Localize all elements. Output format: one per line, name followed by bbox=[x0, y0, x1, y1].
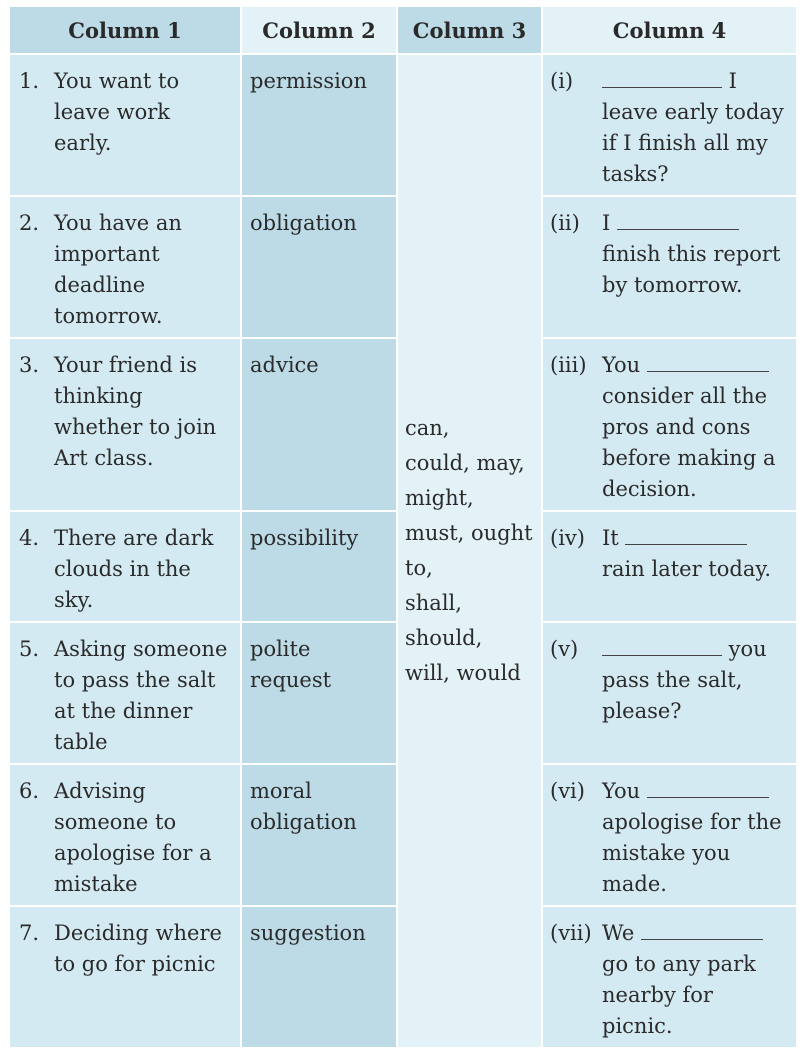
sentence-after: consider all the pros and cons before making a decision. bbox=[602, 384, 776, 501]
row-number: 7. bbox=[19, 921, 40, 945]
purpose-cell: advice bbox=[241, 338, 397, 511]
sentence-after: finish this report by tomorrow. bbox=[602, 242, 781, 297]
situation-text: Deciding where to go for picnic bbox=[54, 921, 222, 976]
sentence-after: I leave early today if I finish all my tasks? bbox=[602, 69, 784, 186]
sentence-before: You bbox=[602, 779, 647, 803]
situation-cell bbox=[9, 196, 241, 338]
modal-word: will, would bbox=[405, 661, 521, 685]
row-number: 4. bbox=[19, 526, 40, 550]
situation-cell bbox=[9, 906, 241, 1048]
sentence-before: We bbox=[602, 921, 641, 945]
modal-word: might, bbox=[405, 486, 474, 510]
header-row bbox=[9, 6, 797, 54]
row-number: 3. bbox=[19, 353, 40, 377]
modal-word: must, ought bbox=[405, 521, 533, 545]
answer-blank[interactable] bbox=[647, 352, 769, 372]
answer-blank[interactable] bbox=[602, 68, 722, 88]
situation-text: You have an important deadline tomorrow. bbox=[54, 211, 182, 328]
situation-text: You want to leave work early. bbox=[54, 69, 180, 155]
modal-word: to, bbox=[405, 556, 433, 580]
purpose-cell: polite request bbox=[241, 622, 397, 764]
column-1-header: Column 1 bbox=[9, 6, 241, 54]
roman-numeral: (i) bbox=[550, 69, 574, 93]
sentence-cell bbox=[542, 764, 797, 906]
purpose-cell: obligation bbox=[241, 196, 397, 338]
roman-numeral: (iii) bbox=[550, 353, 587, 377]
situation-cell bbox=[9, 54, 241, 196]
column-4-header: Column 4 bbox=[542, 6, 797, 54]
sentence-cell bbox=[542, 622, 797, 764]
answer-blank[interactable] bbox=[602, 636, 722, 656]
answer-blank[interactable] bbox=[617, 210, 739, 230]
situation-cell bbox=[9, 338, 241, 511]
sentence-after: apologise for the mistake you made. bbox=[602, 810, 782, 896]
roman-numeral: (ii) bbox=[550, 211, 580, 235]
modal-verbs-table bbox=[8, 5, 798, 1049]
purpose-cell: moral obligation bbox=[241, 764, 397, 906]
modal-word: should, bbox=[405, 626, 483, 650]
sentence-after: you pass the salt, please? bbox=[602, 637, 767, 723]
situation-text: Asking someone to pass the salt at the dinner table bbox=[54, 637, 228, 754]
modal-word: shall, bbox=[405, 591, 462, 615]
modal-word: can, bbox=[405, 416, 450, 440]
situation-text: Advising someone to apologise for a mistake bbox=[54, 779, 212, 896]
purpose-cell: suggestion bbox=[241, 906, 397, 1048]
roman-numeral: (iv) bbox=[550, 526, 585, 550]
table-row bbox=[9, 54, 797, 196]
sentence-cell bbox=[542, 54, 797, 196]
situation-cell bbox=[9, 622, 241, 764]
situation-cell bbox=[9, 511, 241, 622]
answer-blank[interactable] bbox=[625, 525, 747, 545]
sentence-cell bbox=[542, 906, 797, 1048]
sentence-after: rain later today. bbox=[602, 557, 772, 581]
answer-blank[interactable] bbox=[641, 920, 763, 940]
row-number: 1. bbox=[19, 69, 40, 93]
sentence-cell bbox=[542, 511, 797, 622]
column-3-header: Column 3 bbox=[397, 6, 542, 54]
row-number: 5. bbox=[19, 637, 40, 661]
sentence-after: go to any park nearby for picnic. bbox=[602, 952, 756, 1038]
modal-word: could, may, bbox=[405, 451, 525, 475]
sentence-before: You bbox=[602, 353, 647, 377]
roman-numeral: (v) bbox=[550, 637, 579, 661]
sentence-cell bbox=[542, 196, 797, 338]
row-number: 2. bbox=[19, 211, 40, 235]
roman-numeral: (vi) bbox=[550, 779, 585, 803]
situation-text: There are dark clouds in the sky. bbox=[54, 526, 214, 612]
sentence-before: It bbox=[602, 526, 626, 550]
situation-text: Your friend is thinking whether to join Art class. bbox=[54, 353, 217, 470]
column-2-header: Column 2 bbox=[241, 6, 397, 54]
row-number: 6. bbox=[19, 779, 40, 803]
modal-verbs-cell bbox=[397, 54, 542, 1048]
roman-numeral: (vii) bbox=[550, 921, 592, 945]
modal-verbs-table-wrapper bbox=[8, 5, 798, 1049]
answer-blank[interactable] bbox=[647, 778, 769, 798]
situation-cell bbox=[9, 764, 241, 906]
sentence-before: I bbox=[602, 211, 617, 235]
purpose-cell: permission bbox=[241, 54, 397, 196]
sentence-cell bbox=[542, 338, 797, 511]
purpose-cell: possibility bbox=[241, 511, 397, 622]
